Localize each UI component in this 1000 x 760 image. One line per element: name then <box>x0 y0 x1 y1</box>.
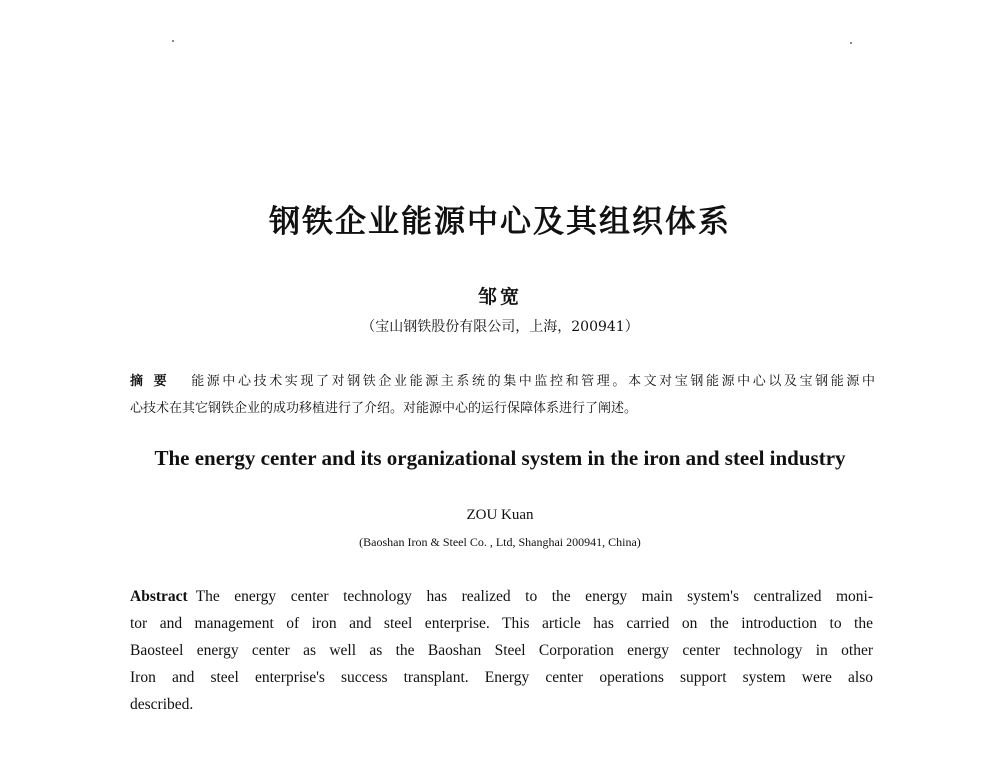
abstract-english-line <box>130 583 873 610</box>
abstract-english-line: tor and management of iron and steel enterprise. This article has carried on the introduction to the <box>130 615 873 632</box>
affiliation-chinese: （宝山钢铁股份有限公司，上海，200941） <box>361 319 639 335</box>
abstract-english-line: Iron and steel enterprise's success transplant. Energy center operations support system were also <box>130 669 873 686</box>
abstract-english-line: described. <box>130 696 194 713</box>
abstract-english-label: Abstract <box>130 588 188 605</box>
author-english: ZOU Kuan <box>466 507 534 523</box>
abstract-chinese-text: 能源中心技术实现了对钢铁企业能源主系统的集中监控和管理。本文对宝钢能源中心以及宝钢能源中 <box>191 374 875 389</box>
abstract-chinese-line: 心技术在其它钢铁企业的成功移植进行了介绍。对能源中心的运行保障体系进行了阐述。 <box>130 401 638 416</box>
abstract-chinese-line <box>130 368 875 395</box>
scan-speck <box>172 40 174 42</box>
paper-title-chinese: 钢铁企业能源中心及其组织体系 <box>269 204 731 240</box>
author-chinese: 邹宽 <box>477 286 522 308</box>
affiliation-english: (Baoshan Iron & Steel Co. , Ltd, Shanghai 200941, China) <box>359 535 641 549</box>
abstract-english-line: Baosteel energy center as well as the Baoshan Steel Corporation energy center technology in other <box>130 642 873 659</box>
abstract-chinese-label: 摘要 <box>130 374 178 389</box>
abstract-english <box>130 583 873 718</box>
abstract-chinese <box>130 368 875 422</box>
abstract-english-text: The energy center technology has realized to the energy main system's centralized moni- <box>195 588 873 605</box>
paper-title-english: The energy center and its organizational system in the iron and steel industry <box>154 446 846 470</box>
scan-speck <box>850 42 852 44</box>
